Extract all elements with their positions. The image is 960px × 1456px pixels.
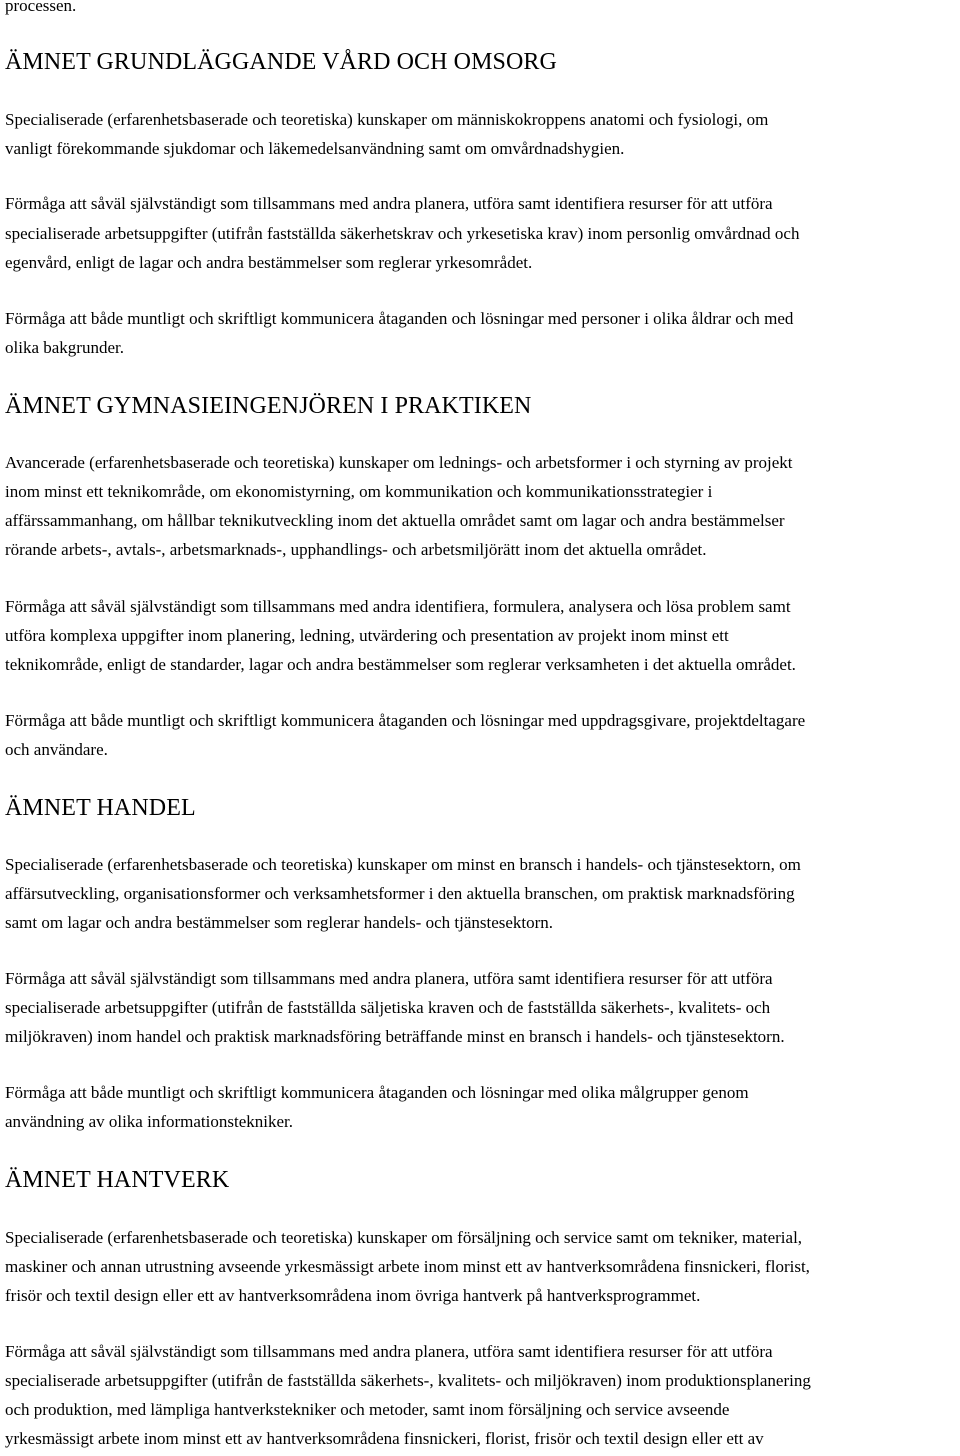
section-heading: ÄMNET GRUNDLÄGGANDE VÅRD OCH OMSORG (5, 49, 557, 75)
paragraph-line: Förmåga att såväl självständigt som tillsammans med andra identifiera, formulera, analysera och lösa problem samt (5, 597, 791, 616)
paragraph-line: Avancerade (erfarenhetsbaserade och teoretiska) kunskaper om lednings- och arbetsformer i och styrning av projekt (5, 453, 793, 472)
paragraph-line: maskiner och annan utrustning avseende yrkesmässigt arbete inom minst ett av hantverksområdena finsnickeri, florist, (5, 1257, 810, 1276)
paragraph-line: specialiserade arbetsuppgifter (utifrån fastställda säkerhetskrav och yrkesetiska krav) inom personlig omvårdnad och (5, 224, 800, 243)
paragraph-line: vanligt förekommande sjukdomar och läkemedelsanvändning samt om omvårdnadshygien. (5, 139, 625, 158)
paragraph-line: Förmåga att både muntligt och skriftligt kommunicera åtaganden och lösningar med personer i olika åldrar och med (5, 309, 794, 328)
paragraph-line: och användare. (5, 740, 108, 759)
paragraph-line: miljökraven) inom handel och praktisk marknadsföring beträffande minst en bransch i handels- och tjänstesektorn. (5, 1027, 785, 1046)
paragraph-line: Specialiserade (erfarenhetsbaserade och teoretiska) kunskaper om försäljning och service samt om tekniker, material, (5, 1228, 803, 1247)
section-heading: ÄMNET HANDEL (5, 795, 196, 821)
paragraph-line: användning av olika informationstekniker. (5, 1112, 293, 1131)
paragraph-line: Förmåga att såväl självständigt som tillsammans med andra planera, utföra samt identifiera resurser för att utföra (5, 194, 773, 213)
paragraph-line: yrkesmässigt arbete inom minst ett av hantverksområdena finsnickeri, florist, frisör och textil design eller ett av (5, 1429, 764, 1448)
paragraph-line: specialiserade arbetsuppgifter (utifrån de fastställda säkerhets-, kvalitets- och miljökraven) inom produktionsplanering (5, 1371, 811, 1390)
paragraph-line: teknikområde, enligt de standarder, lagar och andra bestämmelser som reglerar verksamheten i det aktuella området. (5, 655, 796, 674)
paragraph-line: inom minst ett teknikområde, om ekonomistyrning, om kommunikation och kommunikationsstrategier i (5, 482, 713, 501)
paragraph-line: Specialiserade (erfarenhetsbaserade och teoretiska) kunskaper om människokroppens anatomi och fysiologi, om (5, 110, 769, 129)
paragraph-line: processen. (5, 0, 77, 15)
paragraph-line: och produktion, med lämpliga hantverkstekniker och metoder, samt inom försäljning och service avseende (5, 1400, 730, 1419)
paragraph-line: frisör och textil design eller ett av hantverksområdena inom övriga hantverk på hantverksprogrammet. (5, 1286, 701, 1305)
section-heading: ÄMNET HANTVERK (5, 1167, 230, 1193)
paragraph-line: samt om lagar och andra bestämmelser som reglerar handels- och tjänstesektorn. (5, 913, 554, 932)
paragraph-line: affärssammanhang, om hållbar teknikutveckling inom det aktuella området samt om lagar och andra bestämmelser (5, 511, 785, 530)
section-heading: ÄMNET GYMNASIEINGENJÖREN I PRAKTIKEN (5, 393, 532, 419)
paragraph-line: affärsutveckling, organisationsformer och verksamhetsformer i den aktuella branschen, om praktisk marknadsföring (5, 884, 795, 903)
paragraph-line: Förmåga att både muntligt och skriftligt kommunicera åtaganden och lösningar med olika målgrupper genom (5, 1083, 749, 1102)
paragraph-line: Förmåga att såväl självständigt som tillsammans med andra planera, utföra samt identifiera resurser för att utföra (5, 969, 773, 988)
paragraph-line: olika bakgrunder. (5, 338, 124, 357)
paragraph-line: Specialiserade (erfarenhetsbaserade och teoretiska) kunskaper om minst en bransch i handels- och tjänstesektorn, om (5, 855, 801, 874)
paragraph-line: utföra komplexa uppgifter inom planering, ledning, utvärdering och presentation av projekt inom minst ett (5, 626, 729, 645)
paragraph-line: Förmåga att såväl självständigt som tillsammans med andra planera, utföra samt identifiera resurser för att utföra (5, 1342, 773, 1361)
paragraph-line: rörande arbets-, avtals-, arbetsmarknads-, upphandlings- och arbetsmiljörätt inom det aktuella området. (5, 540, 707, 559)
paragraph-line: specialiserade arbetsuppgifter (utifrån de fastställda säljetiska kraven och de fastställda säkerhets-, kvalitets- och (5, 998, 771, 1017)
paragraph-line: egenvård, enligt de lagar och andra bestämmelser som reglerar yrkesområdet. (5, 253, 533, 272)
paragraph-line: Förmåga att både muntligt och skriftligt kommunicera åtaganden och lösningar med uppdragsgivare, projektdeltagare (5, 711, 806, 730)
